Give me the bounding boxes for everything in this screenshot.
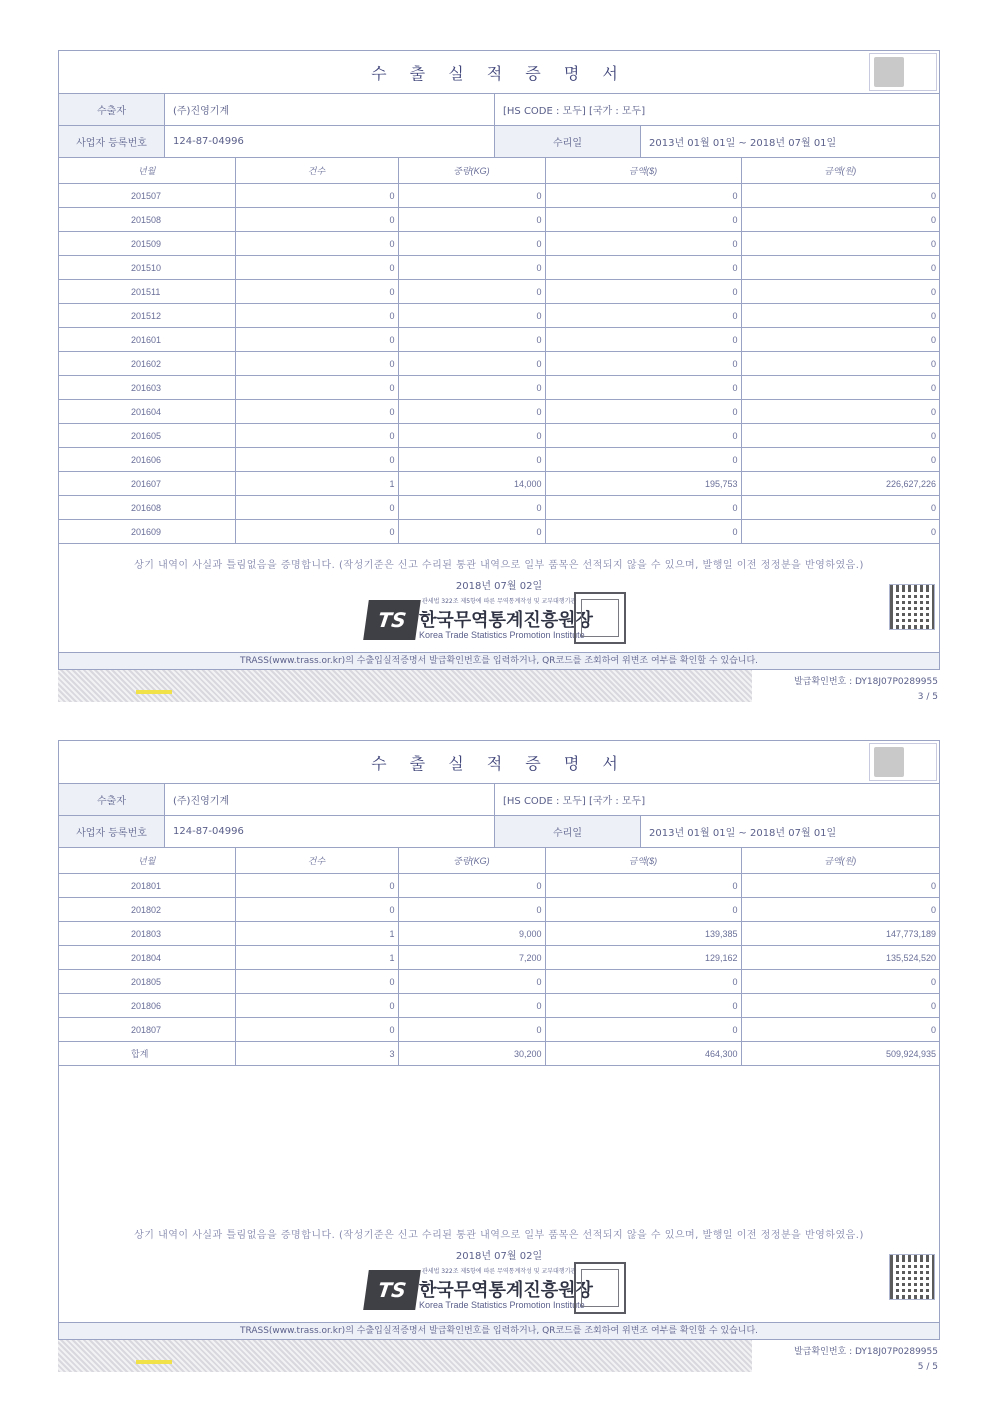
header-krw: 금액(원) <box>741 848 939 874</box>
cell-count: 3 <box>235 1042 398 1066</box>
cell-usd: 0 <box>545 424 741 448</box>
issuer-description: 관세법 322조 제5항에 따른 무역통계작성 및 교부대행기관 <box>422 1268 577 1275</box>
cell-krw: 0 <box>741 256 939 280</box>
cell-krw: 0 <box>741 328 939 352</box>
table-row <box>59 946 939 970</box>
cell-count: 0 <box>235 376 398 400</box>
certification-notice: 상기 내역이 사실과 틀림없음을 증명합니다. (작성기준은 신고 수리된 통관 내역으로 일부 품목은 선적되지 않을 수 있으며, 발행일 이전 정정분을 반영하였음.) <box>134 1230 864 1241</box>
certificate-page-2 <box>58 740 940 1384</box>
cell-count: 0 <box>235 1018 398 1042</box>
title-row <box>59 741 939 784</box>
cell-month: 201604 <box>59 400 235 424</box>
header-month: 년월 <box>59 848 235 874</box>
header-count: 건수 <box>235 848 398 874</box>
header-usd: 금액($) <box>545 158 741 184</box>
cell-krw: 226,627,226 <box>741 472 939 496</box>
cell-month: 201807 <box>59 1018 235 1042</box>
cell-usd: 195,753 <box>545 472 741 496</box>
cell-usd: 0 <box>545 898 741 922</box>
cell-month: 201802 <box>59 898 235 922</box>
document-title: 수 출 실 적 증 명 서 <box>371 64 627 83</box>
exporter-row <box>59 94 939 126</box>
verification-notice: TRASS(www.trass.or.kr)의 수출입실적증명서 발급확인번호를 입력하거나, QR코드를 조회하여 위변조 여부를 확인할 수 있습니다. <box>59 1322 939 1339</box>
cell-month: 201608 <box>59 496 235 520</box>
cell-usd: 0 <box>545 232 741 256</box>
cell-weight: 0 <box>398 400 545 424</box>
cell-weight: 0 <box>398 994 545 1018</box>
header-usd: 금액($) <box>545 848 741 874</box>
cell-month: 201508 <box>59 208 235 232</box>
cell-month: 201803 <box>59 922 235 946</box>
table-row <box>59 496 939 520</box>
cell-month: 201605 <box>59 424 235 448</box>
issue-date: 2018년 07월 02일 <box>455 1251 543 1262</box>
bizno-label: 사업자 등록번호 <box>59 126 165 157</box>
cell-weight: 0 <box>398 256 545 280</box>
header-count: 건수 <box>235 158 398 184</box>
table-row <box>59 352 939 376</box>
institute-logo-icon <box>874 747 904 777</box>
table-row <box>59 898 939 922</box>
table-row <box>59 328 939 352</box>
cell-month: 201511 <box>59 280 235 304</box>
table-row <box>59 970 939 994</box>
cell-count: 0 <box>235 874 398 898</box>
cell-count: 0 <box>235 970 398 994</box>
issuer-name: 한국무역통계진흥원장 <box>419 1280 593 1301</box>
exporter-value: (주)진영기계 <box>165 784 495 815</box>
table-row <box>59 1018 939 1042</box>
bizno-label: 사업자 등록번호 <box>59 816 165 847</box>
cell-weight: 0 <box>398 424 545 448</box>
cell-usd: 0 <box>545 352 741 376</box>
logo-box <box>869 53 937 91</box>
header-weight: 중량(KG) <box>398 848 545 874</box>
cell-krw: 0 <box>741 424 939 448</box>
table-row <box>59 208 939 232</box>
table-row <box>59 376 939 400</box>
security-pattern <box>58 1340 752 1372</box>
table-row <box>59 280 939 304</box>
cell-month: 201603 <box>59 376 235 400</box>
cell-month: 201607 <box>59 472 235 496</box>
cell-count: 0 <box>235 898 398 922</box>
exporter-label: 수출자 <box>59 94 165 125</box>
cell-usd: 0 <box>545 520 741 544</box>
cell-count: 1 <box>235 922 398 946</box>
cell-count: 0 <box>235 520 398 544</box>
cell-krw: 0 <box>741 208 939 232</box>
issuer-seal-area <box>59 1262 939 1322</box>
cell-month: 201509 <box>59 232 235 256</box>
cell-weight: 0 <box>398 232 545 256</box>
cell-krw: 0 <box>741 352 939 376</box>
certification-notice: 상기 내역이 사실과 틀림없음을 증명합니다. (작성기준은 신고 수리된 통관 내역으로 일부 품목은 선적되지 않을 수 있으며, 발행일 이전 정정분을 반영하였음.) <box>134 560 864 571</box>
institute-logo-icon <box>874 57 904 87</box>
table-row <box>59 232 939 256</box>
logo-box <box>869 743 937 781</box>
hs-code-info: [HS CODE : 모두] [국가 : 모두] <box>503 106 646 117</box>
cell-krw: 0 <box>741 496 939 520</box>
cell-count: 0 <box>235 994 398 1018</box>
table-row <box>59 520 939 544</box>
page-number: 3 / 5 <box>917 692 938 702</box>
cell-usd: 0 <box>545 400 741 424</box>
title-row <box>59 51 939 94</box>
cell-weight: 0 <box>398 376 545 400</box>
cell-usd: 0 <box>545 376 741 400</box>
cell-weight: 9,000 <box>398 922 545 946</box>
cell-count: 0 <box>235 280 398 304</box>
cell-count: 0 <box>235 208 398 232</box>
cell-count: 0 <box>235 256 398 280</box>
cell-usd: 139,385 <box>545 922 741 946</box>
period-value: 2013년 01월 01일 ~ 2018년 07월 01일 <box>649 828 837 839</box>
certificate-page-1 <box>58 50 940 714</box>
cell-weight: 7,200 <box>398 946 545 970</box>
cell-krw: 0 <box>741 280 939 304</box>
table-row <box>59 994 939 1018</box>
cell-krw: 0 <box>741 232 939 256</box>
official-seal-icon <box>574 592 626 644</box>
page-number: 5 / 5 <box>917 1362 938 1372</box>
cell-usd: 0 <box>545 304 741 328</box>
table-row <box>59 400 939 424</box>
ts-logo-icon: TS <box>363 600 421 640</box>
exporter-label: 수출자 <box>59 784 165 815</box>
verification-notice: TRASS(www.trass.or.kr)의 수출입실적증명서 발급확인번호를 입력하거나, QR코드를 조회하여 위변조 여부를 확인할 수 있습니다. <box>59 652 939 669</box>
cell-krw: 0 <box>741 184 939 208</box>
cell-month: 201806 <box>59 994 235 1018</box>
table-row <box>59 304 939 328</box>
cell-weight: 14,000 <box>398 472 545 496</box>
cell-krw: 0 <box>741 994 939 1018</box>
footer <box>58 1340 940 1384</box>
cell-count: 1 <box>235 946 398 970</box>
cell-usd: 0 <box>545 280 741 304</box>
cell-weight: 0 <box>398 898 545 922</box>
header-month: 년월 <box>59 158 235 184</box>
cell-count: 0 <box>235 184 398 208</box>
cell-krw: 0 <box>741 520 939 544</box>
cell-usd: 464,300 <box>545 1042 741 1066</box>
bizno-row <box>59 126 939 158</box>
cell-weight: 0 <box>398 970 545 994</box>
cell-weight: 30,200 <box>398 1042 545 1066</box>
bizno-row <box>59 816 939 848</box>
hs-code-info: [HS CODE : 모두] [국가 : 모두] <box>503 796 646 807</box>
ts-logo-icon: TS <box>363 1270 421 1310</box>
cell-usd: 0 <box>545 994 741 1018</box>
header-krw: 금액(원) <box>741 158 939 184</box>
export-record-table <box>59 158 939 544</box>
cell-krw: 135,524,520 <box>741 946 939 970</box>
issuer-seal-area <box>59 592 939 652</box>
cell-weight: 0 <box>398 208 545 232</box>
cell-usd: 0 <box>545 970 741 994</box>
cell-count: 0 <box>235 424 398 448</box>
cell-count: 0 <box>235 304 398 328</box>
period-value: 2013년 01월 01일 ~ 2018년 07월 01일 <box>649 138 837 149</box>
document-title: 수 출 실 적 증 명 서 <box>371 754 627 773</box>
header-weight: 중량(KG) <box>398 158 545 184</box>
official-seal-icon <box>574 1262 626 1314</box>
cell-weight: 0 <box>398 520 545 544</box>
cell-weight: 0 <box>398 874 545 898</box>
cell-month: 201805 <box>59 970 235 994</box>
table-row <box>59 922 939 946</box>
cell-usd: 0 <box>545 496 741 520</box>
table-row <box>59 184 939 208</box>
cell-krw: 0 <box>741 898 939 922</box>
cell-weight: 0 <box>398 448 545 472</box>
cell-month: 201606 <box>59 448 235 472</box>
cell-month: 201510 <box>59 256 235 280</box>
security-pattern <box>58 670 752 702</box>
cell-month: 201602 <box>59 352 235 376</box>
table-row <box>59 472 939 496</box>
cell-month: 201512 <box>59 304 235 328</box>
cell-count: 0 <box>235 328 398 352</box>
table-row <box>59 448 939 472</box>
cell-usd: 0 <box>545 328 741 352</box>
cell-count: 0 <box>235 232 398 256</box>
issue-number: 발급확인번호 : DY18J07P0289955 <box>794 1347 938 1357</box>
cell-krw: 0 <box>741 400 939 424</box>
cell-count: 0 <box>235 496 398 520</box>
acceptance-date-label: 수리일 <box>495 126 641 157</box>
table-row <box>59 256 939 280</box>
cell-weight: 0 <box>398 304 545 328</box>
acceptance-date-label: 수리일 <box>495 816 641 847</box>
cell-usd: 0 <box>545 184 741 208</box>
qr-code-icon <box>889 584 935 630</box>
certificate-form <box>58 740 940 1340</box>
cell-krw: 147,773,189 <box>741 922 939 946</box>
cell-krw: 0 <box>741 376 939 400</box>
cell-count: 0 <box>235 448 398 472</box>
cell-usd: 0 <box>545 256 741 280</box>
issuer-name-en: Korea Trade Statistics Promotion Institute <box>419 630 585 640</box>
exporter-value: (주)진영기계 <box>165 94 495 125</box>
issuer-name-en: Korea Trade Statistics Promotion Institute <box>419 1300 585 1310</box>
cell-krw: 509,924,935 <box>741 1042 939 1066</box>
cell-usd: 0 <box>545 1018 741 1042</box>
qr-code-icon <box>889 1254 935 1300</box>
cell-weight: 0 <box>398 184 545 208</box>
cell-month: 201601 <box>59 328 235 352</box>
cell-count: 1 <box>235 472 398 496</box>
cell-month: 201801 <box>59 874 235 898</box>
issuer-name: 한국무역통계진흥원장 <box>419 610 593 631</box>
cell-krw: 0 <box>741 448 939 472</box>
footer <box>58 670 940 714</box>
table-row <box>59 874 939 898</box>
cell-month: 201609 <box>59 520 235 544</box>
cell-count: 0 <box>235 400 398 424</box>
exporter-row <box>59 784 939 816</box>
cell-weight: 0 <box>398 1018 545 1042</box>
cell-count: 0 <box>235 352 398 376</box>
bizno-value: 124-87-04996 <box>165 126 495 157</box>
export-record-table <box>59 848 939 1066</box>
bizno-value: 124-87-04996 <box>165 816 495 847</box>
cell-usd: 0 <box>545 208 741 232</box>
cell-weight: 0 <box>398 280 545 304</box>
cell-krw: 0 <box>741 970 939 994</box>
certificate-form <box>58 50 940 670</box>
cell-weight: 0 <box>398 352 545 376</box>
cell-month: 201804 <box>59 946 235 970</box>
cell-weight: 0 <box>398 328 545 352</box>
issue-date: 2018년 07월 02일 <box>455 581 543 592</box>
issuer-description: 관세법 322조 제5항에 따른 무역통계작성 및 교부대행기관 <box>422 598 577 605</box>
cell-weight: 0 <box>398 496 545 520</box>
cell-usd: 0 <box>545 874 741 898</box>
cell-krw: 0 <box>741 304 939 328</box>
issue-number: 발급확인번호 : DY18J07P0289955 <box>794 677 938 687</box>
cell-usd: 129,162 <box>545 946 741 970</box>
cell-month: 201507 <box>59 184 235 208</box>
cell-krw: 0 <box>741 1018 939 1042</box>
cell-month: 합계 <box>59 1042 235 1066</box>
cell-usd: 0 <box>545 448 741 472</box>
cell-krw: 0 <box>741 874 939 898</box>
table-row <box>59 424 939 448</box>
table-row <box>59 1042 939 1066</box>
